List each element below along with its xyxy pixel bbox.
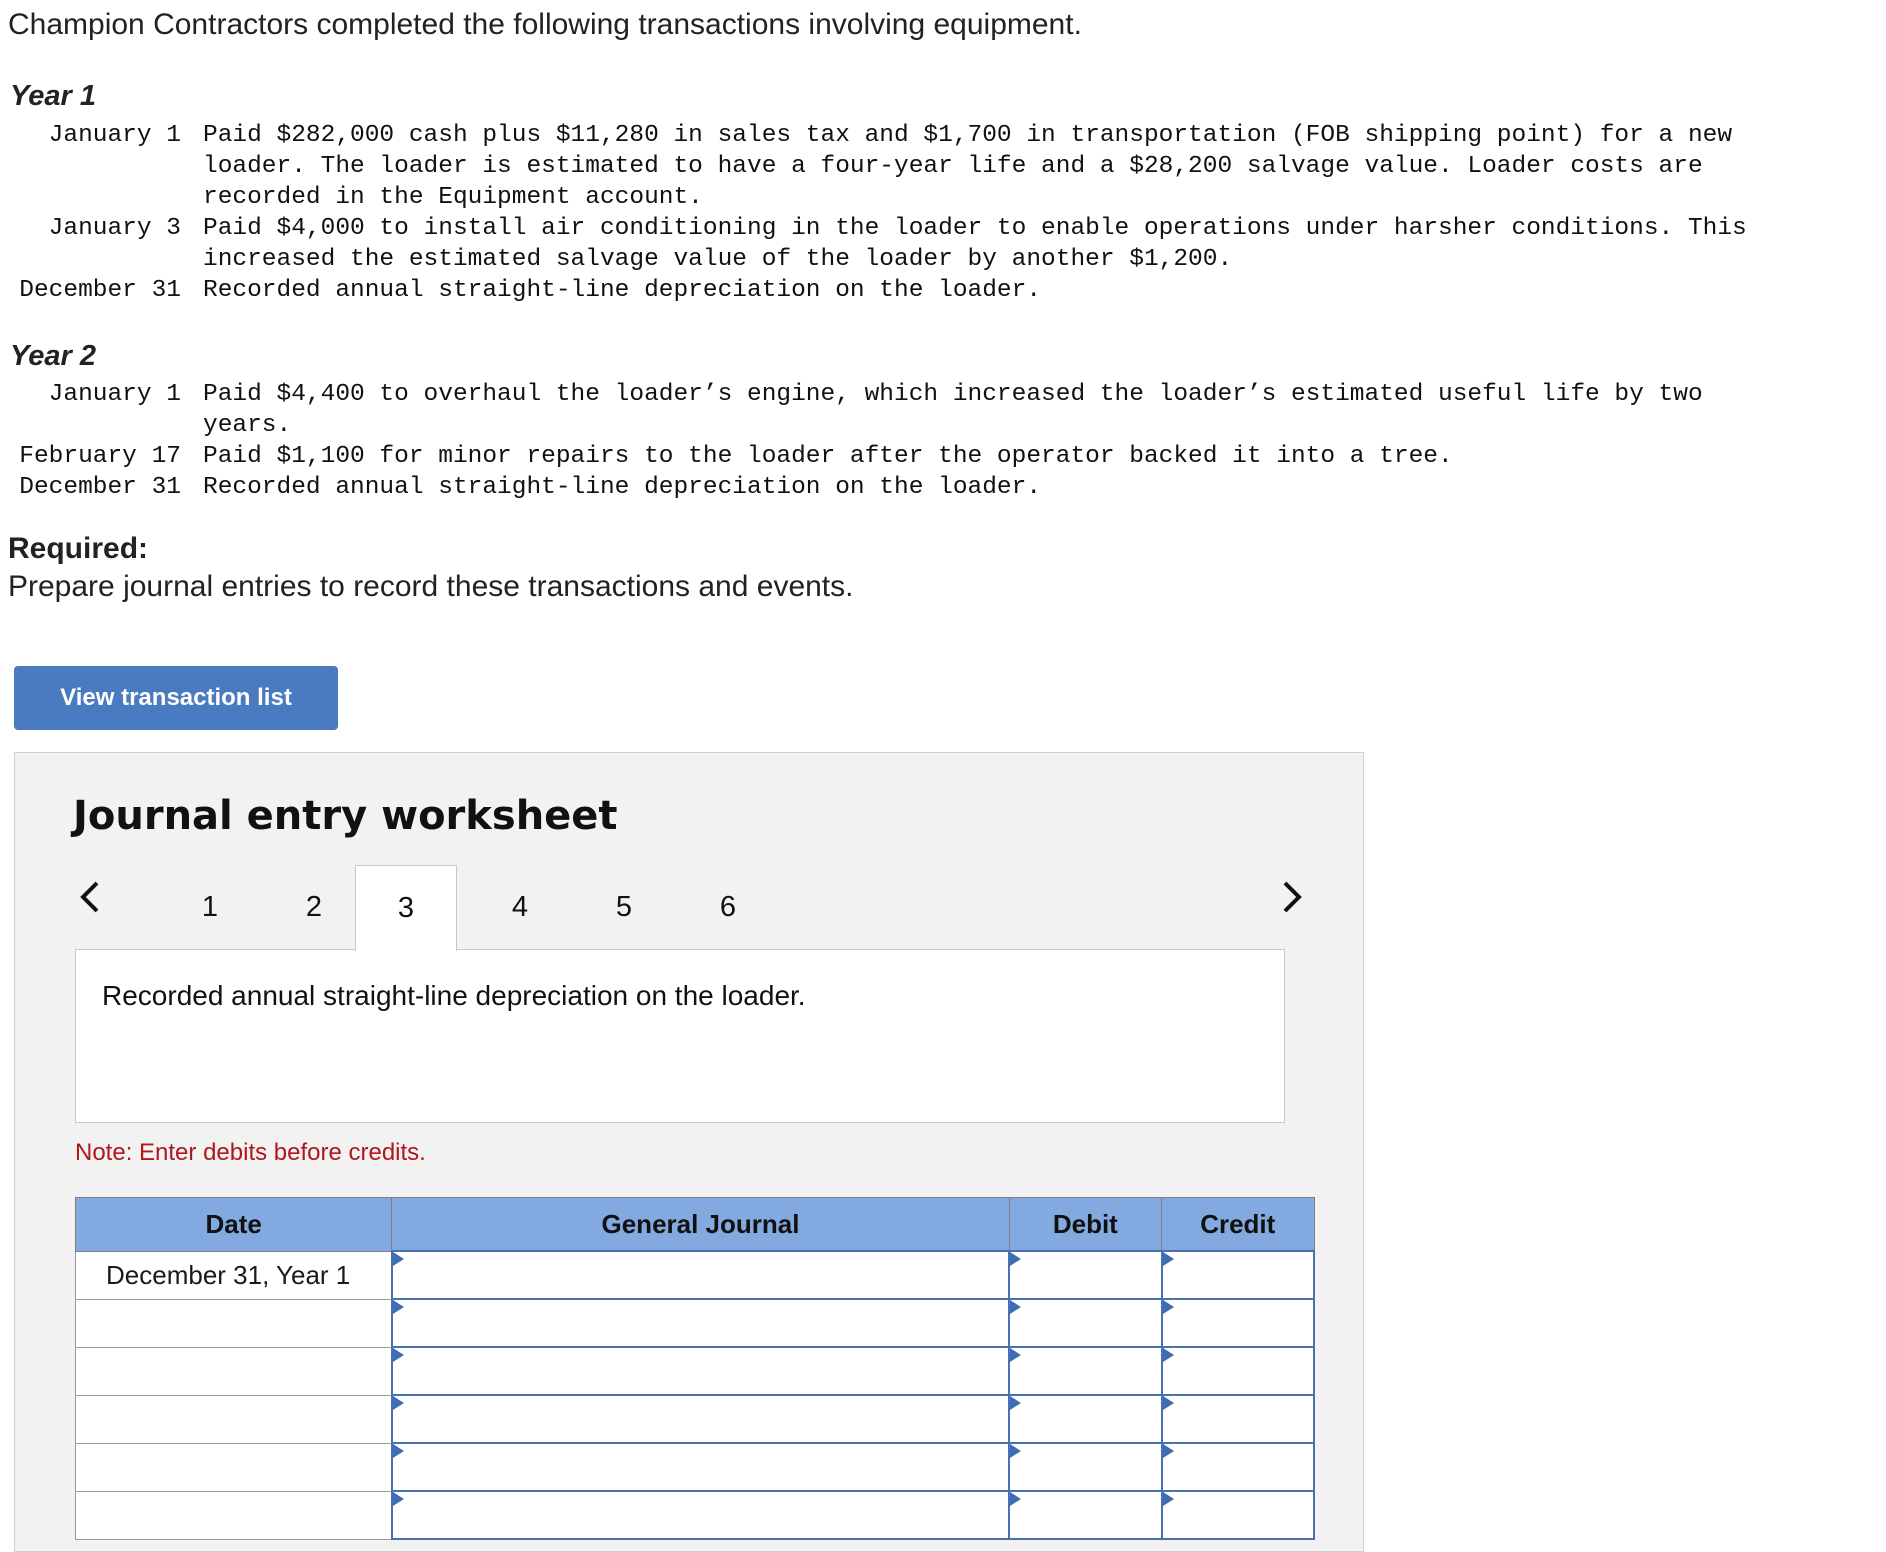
credit-column-header: Credit bbox=[1162, 1198, 1314, 1252]
dropdown-indicator-icon bbox=[1010, 1348, 1021, 1362]
transaction-date: January 1 bbox=[48, 122, 181, 149]
problem-intro: Champion Contractors completed the following transactions involving equipment. bbox=[8, 8, 1082, 41]
dropdown-indicator-icon bbox=[393, 1492, 404, 1506]
date-column-header: Date bbox=[76, 1198, 392, 1252]
transaction-date: February 17 bbox=[19, 443, 181, 470]
table-row bbox=[76, 1395, 1315, 1443]
transaction-text: years. bbox=[203, 412, 292, 439]
year-1-heading: Year 1 bbox=[10, 80, 96, 112]
table-header-row bbox=[76, 1198, 1315, 1252]
credit-input[interactable] bbox=[1162, 1251, 1314, 1299]
dropdown-indicator-icon bbox=[1163, 1252, 1174, 1266]
required-heading: Required: bbox=[8, 532, 149, 565]
debit-input[interactable] bbox=[1009, 1251, 1161, 1299]
dropdown-indicator-icon bbox=[1010, 1396, 1021, 1410]
dropdown-indicator-icon bbox=[1010, 1300, 1021, 1314]
tab-1[interactable]: 1 bbox=[201, 890, 219, 923]
transaction-text: Recorded annual straight-line depreciation on the loader. bbox=[203, 474, 1042, 501]
transaction-text: recorded in the Equipment account. bbox=[203, 184, 703, 211]
dropdown-indicator-icon bbox=[1010, 1444, 1021, 1458]
account-input[interactable] bbox=[392, 1395, 1009, 1443]
transaction-text: Paid $4,000 to install air conditioning in the loader to enable operations under harsher conditions. This bbox=[203, 215, 1747, 242]
journal-table bbox=[75, 1197, 1315, 1540]
transaction-text: Paid $1,100 for minor repairs to the loader after the operator backed it into a tree. bbox=[203, 443, 1453, 470]
account-input[interactable] bbox=[392, 1443, 1009, 1491]
account-input[interactable] bbox=[392, 1251, 1009, 1299]
dropdown-indicator-icon bbox=[1010, 1492, 1021, 1506]
dropdown-indicator-icon bbox=[393, 1300, 404, 1314]
transaction-description-box bbox=[75, 949, 1285, 1123]
dropdown-indicator-icon bbox=[1163, 1444, 1174, 1458]
transaction-text: Paid $4,400 to overhaul the loader’s engine, which increased the loader’s estimated useful life by two bbox=[203, 381, 1703, 408]
date-cell: December 31, Year 1 bbox=[76, 1251, 392, 1299]
account-input[interactable] bbox=[392, 1347, 1009, 1395]
view-transaction-list-button[interactable]: View transaction list bbox=[14, 666, 338, 730]
tab-2[interactable]: 2 bbox=[305, 890, 323, 923]
transaction-description: Recorded annual straight-line depreciation on the loader. bbox=[102, 980, 806, 1011]
year-2-heading: Year 2 bbox=[10, 340, 96, 372]
debit-input[interactable] bbox=[1009, 1347, 1161, 1395]
date-cell bbox=[76, 1347, 392, 1395]
table-row bbox=[76, 1491, 1315, 1539]
account-input[interactable] bbox=[392, 1299, 1009, 1347]
entry-note: Note: Enter debits before credits. bbox=[75, 1139, 426, 1166]
debit-column-header: Debit bbox=[1009, 1198, 1161, 1252]
debit-input[interactable] bbox=[1009, 1299, 1161, 1347]
chevron-left-icon[interactable] bbox=[73, 875, 109, 919]
dropdown-indicator-icon bbox=[1163, 1396, 1174, 1410]
debit-input[interactable] bbox=[1009, 1395, 1161, 1443]
debit-input[interactable] bbox=[1009, 1491, 1161, 1539]
date-cell bbox=[76, 1443, 392, 1491]
credit-input[interactable] bbox=[1162, 1299, 1314, 1347]
credit-input[interactable] bbox=[1162, 1443, 1314, 1491]
dropdown-indicator-icon bbox=[1163, 1492, 1174, 1506]
transaction-text: Recorded annual straight-line depreciation on the loader. bbox=[203, 277, 1042, 304]
transaction-date: December 31 bbox=[19, 474, 181, 501]
dropdown-indicator-icon bbox=[393, 1444, 404, 1458]
transaction-text: loader. The loader is estimated to have a four-year life and a $28,200 salvage value. Loader costs are bbox=[203, 153, 1703, 180]
worksheet-title: Journal entry worksheet bbox=[73, 793, 618, 839]
credit-input[interactable] bbox=[1162, 1395, 1314, 1443]
journal-entry-worksheet bbox=[14, 752, 1364, 1552]
dropdown-indicator-icon bbox=[1163, 1300, 1174, 1314]
date-cell bbox=[76, 1395, 392, 1443]
tab-6[interactable]: 6 bbox=[719, 890, 737, 923]
table-row bbox=[76, 1251, 1315, 1299]
credit-input[interactable] bbox=[1162, 1491, 1314, 1539]
table-row bbox=[76, 1347, 1315, 1395]
tab-5[interactable]: 5 bbox=[615, 890, 633, 923]
transaction-date: January 1 bbox=[48, 381, 181, 408]
general-journal-column-header: General Journal bbox=[392, 1198, 1009, 1252]
dropdown-indicator-icon bbox=[393, 1348, 404, 1362]
dropdown-indicator-icon bbox=[393, 1252, 404, 1266]
dropdown-indicator-icon bbox=[1163, 1348, 1174, 1362]
required-text: Prepare journal entries to record these transactions and events. bbox=[8, 570, 854, 603]
date-cell bbox=[76, 1299, 392, 1347]
dropdown-indicator-icon bbox=[1010, 1252, 1021, 1266]
transaction-text: increased the estimated salvage value of the loader by another $1,200. bbox=[203, 246, 1233, 273]
account-input[interactable] bbox=[392, 1491, 1009, 1539]
transaction-date: January 3 bbox=[48, 215, 181, 242]
chevron-right-icon[interactable] bbox=[1273, 875, 1309, 919]
tab-4[interactable]: 4 bbox=[511, 890, 529, 923]
dropdown-indicator-icon bbox=[393, 1396, 404, 1410]
transaction-text: Paid $282,000 cash plus $11,280 in sales tax and $1,700 in transportation (FOB shipping point) for a new bbox=[203, 122, 1733, 149]
transaction-date: December 31 bbox=[19, 277, 181, 304]
debit-input[interactable] bbox=[1009, 1443, 1161, 1491]
table-row bbox=[76, 1299, 1315, 1347]
credit-input[interactable] bbox=[1162, 1347, 1314, 1395]
tab-3[interactable]: 3 bbox=[355, 865, 457, 951]
table-row bbox=[76, 1443, 1315, 1491]
date-cell bbox=[76, 1491, 392, 1539]
